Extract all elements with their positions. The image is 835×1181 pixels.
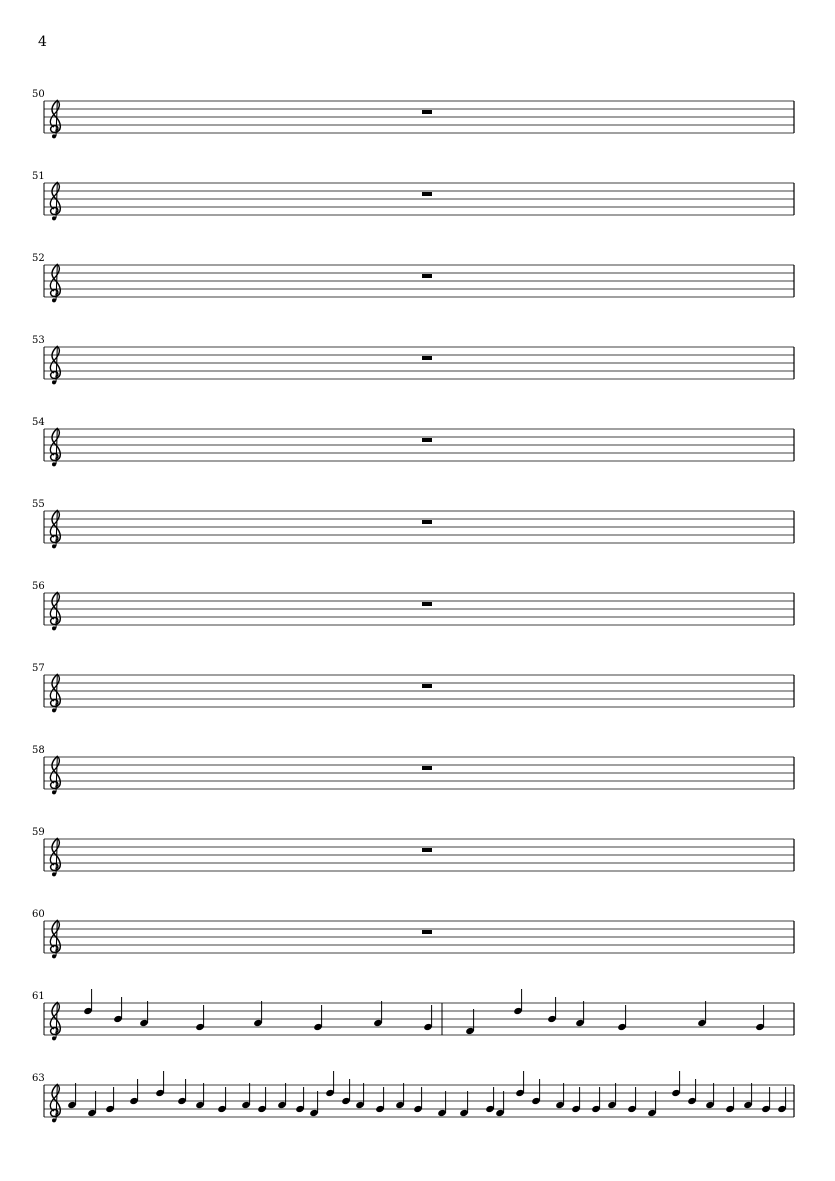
staff-system xyxy=(32,89,794,138)
measure-number: 52 xyxy=(32,253,45,264)
staff-system xyxy=(32,581,794,630)
staff-system xyxy=(32,253,794,302)
staff-system xyxy=(32,989,794,1040)
measure-number: 61 xyxy=(32,991,45,1002)
whole-rest-icon xyxy=(422,110,432,114)
measure-number: 54 xyxy=(32,417,45,428)
staff-system xyxy=(32,663,794,712)
staff-system xyxy=(32,417,794,466)
whole-rest-icon xyxy=(422,438,432,442)
measure-number: 63 xyxy=(32,1073,45,1084)
staff-system xyxy=(32,1071,794,1122)
whole-rest-icon xyxy=(422,520,432,524)
measure-number: 59 xyxy=(32,827,45,838)
whole-rest-icon xyxy=(422,602,432,606)
whole-rest-icon xyxy=(422,356,432,360)
whole-rest-icon xyxy=(422,684,432,688)
staff-system xyxy=(32,499,794,548)
measure-number: 55 xyxy=(32,499,45,510)
systems xyxy=(32,89,794,1122)
measure-number: 51 xyxy=(32,171,45,182)
whole-rest-icon xyxy=(422,848,432,852)
measure-number: 58 xyxy=(32,745,45,756)
staff-system xyxy=(32,335,794,384)
measure-number: 57 xyxy=(32,663,45,674)
whole-rest-icon xyxy=(422,766,432,770)
staff-system xyxy=(32,827,794,876)
measure-number: 53 xyxy=(32,335,45,346)
whole-rest-icon xyxy=(422,192,432,196)
whole-rest-icon xyxy=(422,930,432,934)
staff-system xyxy=(32,745,794,794)
measure-number: 60 xyxy=(32,909,45,920)
measure-number: 50 xyxy=(32,89,45,100)
whole-rest-icon xyxy=(422,274,432,278)
staff-system xyxy=(32,909,794,958)
page-number: 4 xyxy=(38,34,47,50)
measure-number: 56 xyxy=(32,581,45,592)
staff-system xyxy=(32,171,794,220)
